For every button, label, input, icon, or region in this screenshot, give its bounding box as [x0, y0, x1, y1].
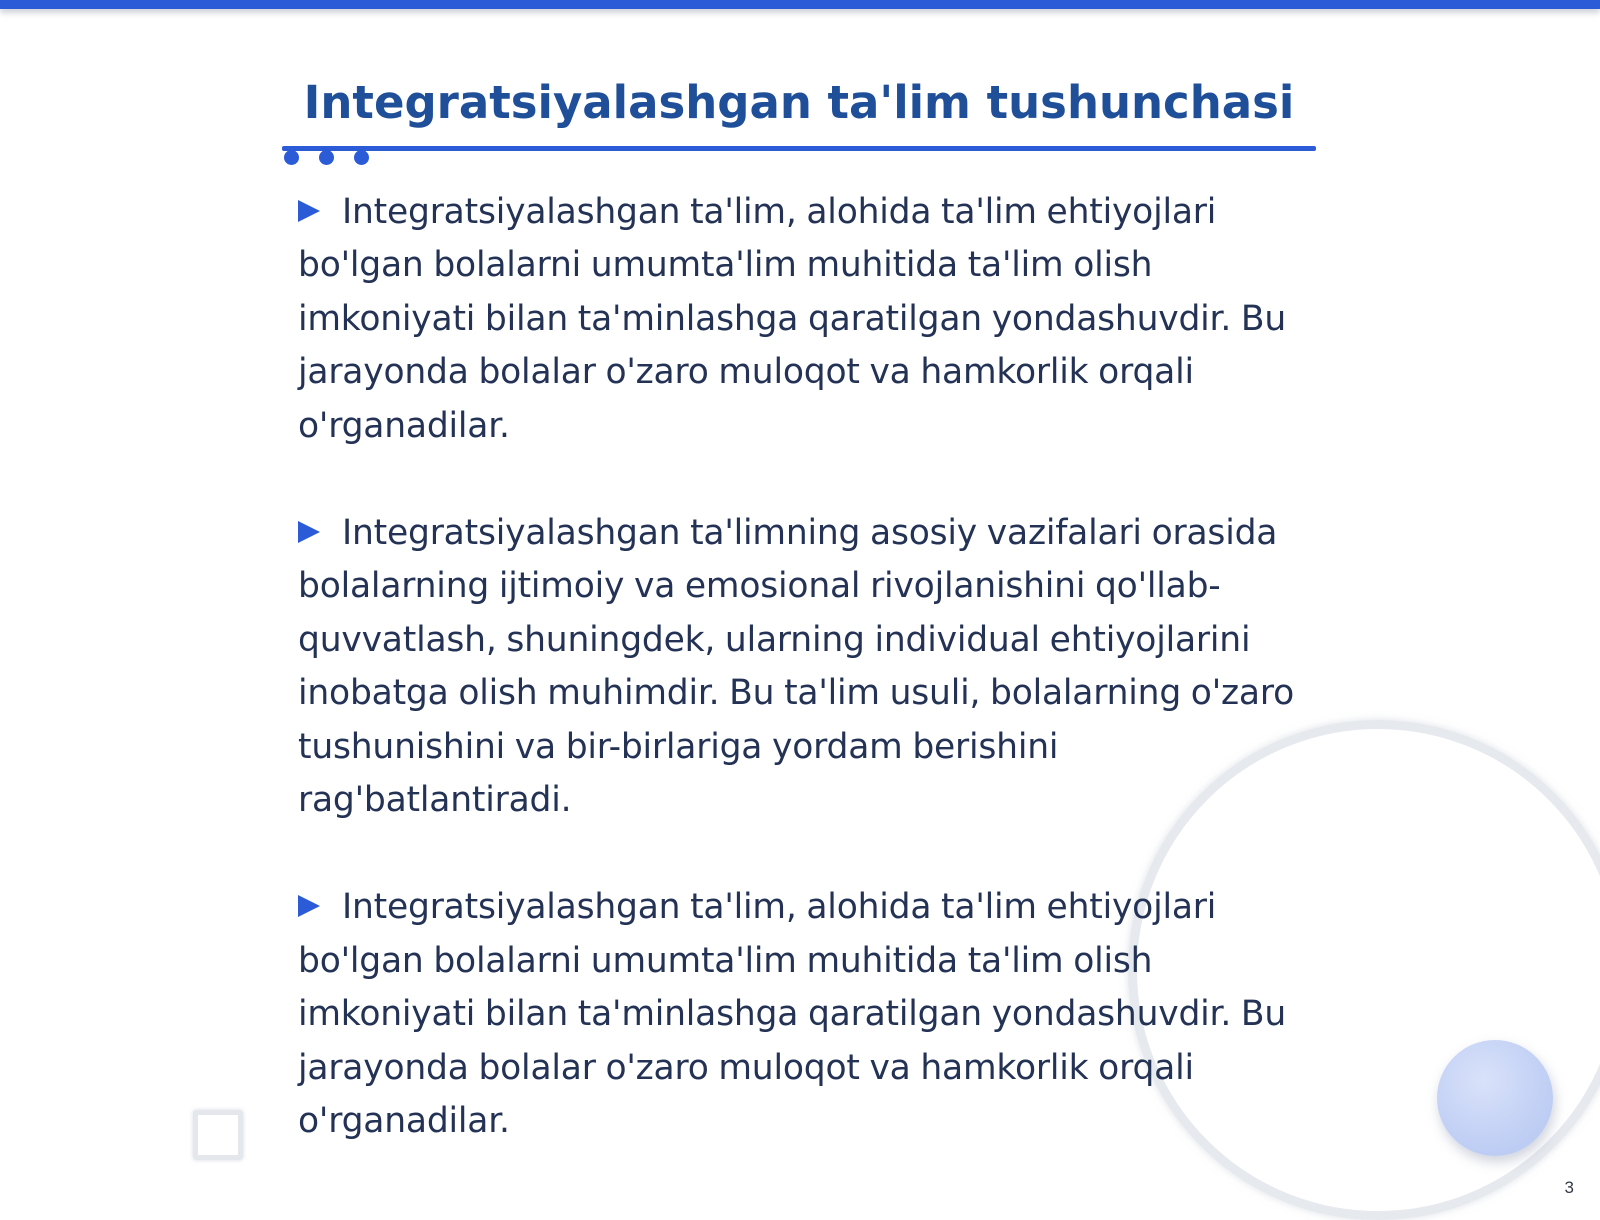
bullet-text: Integratsiyalashgan ta'limning asosiy vazifalari orasida bolalarning ijtimoiy va emosional rivojlanishini qo'llab-quvvatlash, shuningdek, ularning individual ehtiyojlarini inobatga olish muhimdir. Bu ta'lim usuli, bolalarning o'zaro tushunishini va bir-birlariga yordam berishini rag'batlantiradi. — [298, 513, 1294, 821]
accent-dot — [284, 150, 299, 165]
bullet-paragraph — [298, 507, 1318, 827]
triangle-right-icon — [298, 895, 320, 917]
slide-title: Integratsiyalashgan ta'lim tushunchasi — [303, 76, 1295, 129]
top-accent-bar — [0, 0, 1600, 9]
decorative-square — [193, 1110, 243, 1160]
accent-dot — [319, 150, 334, 165]
triangle-right-icon — [298, 521, 320, 543]
bullet-paragraph — [298, 186, 1318, 453]
page-number: 3 — [1564, 1178, 1574, 1197]
bullet-paragraph — [298, 881, 1318, 1148]
slide-body — [298, 186, 1318, 1203]
bullet-text: Integratsiyalashgan ta'lim, alohida ta'lim ehtiyojlari bo'lgan bolalarni umumta'lim muhitida ta'lim olish imkoniyati bilan ta'minlashga qaratilgan yondashuvdir. Bu jarayonda bolalar o'zaro muloqot va hamkorlik orqali o'rganadilar. — [298, 887, 1287, 1142]
triangle-right-icon — [298, 200, 320, 222]
bullet-text: Integratsiyalashgan ta'lim, alohida ta'lim ehtiyojlari bo'lgan bolalarni umumta'lim muhitida ta'lim olish imkoniyati bilan ta'minlashga qaratilgan yondashuvdir. Bu jarayonda bolalar o'zaro muloqot va hamkorlik orqali o'rganadilar. — [298, 192, 1287, 446]
decorative-sphere — [1437, 1040, 1553, 1156]
title-underline — [282, 146, 1316, 151]
accent-dot — [354, 150, 369, 165]
